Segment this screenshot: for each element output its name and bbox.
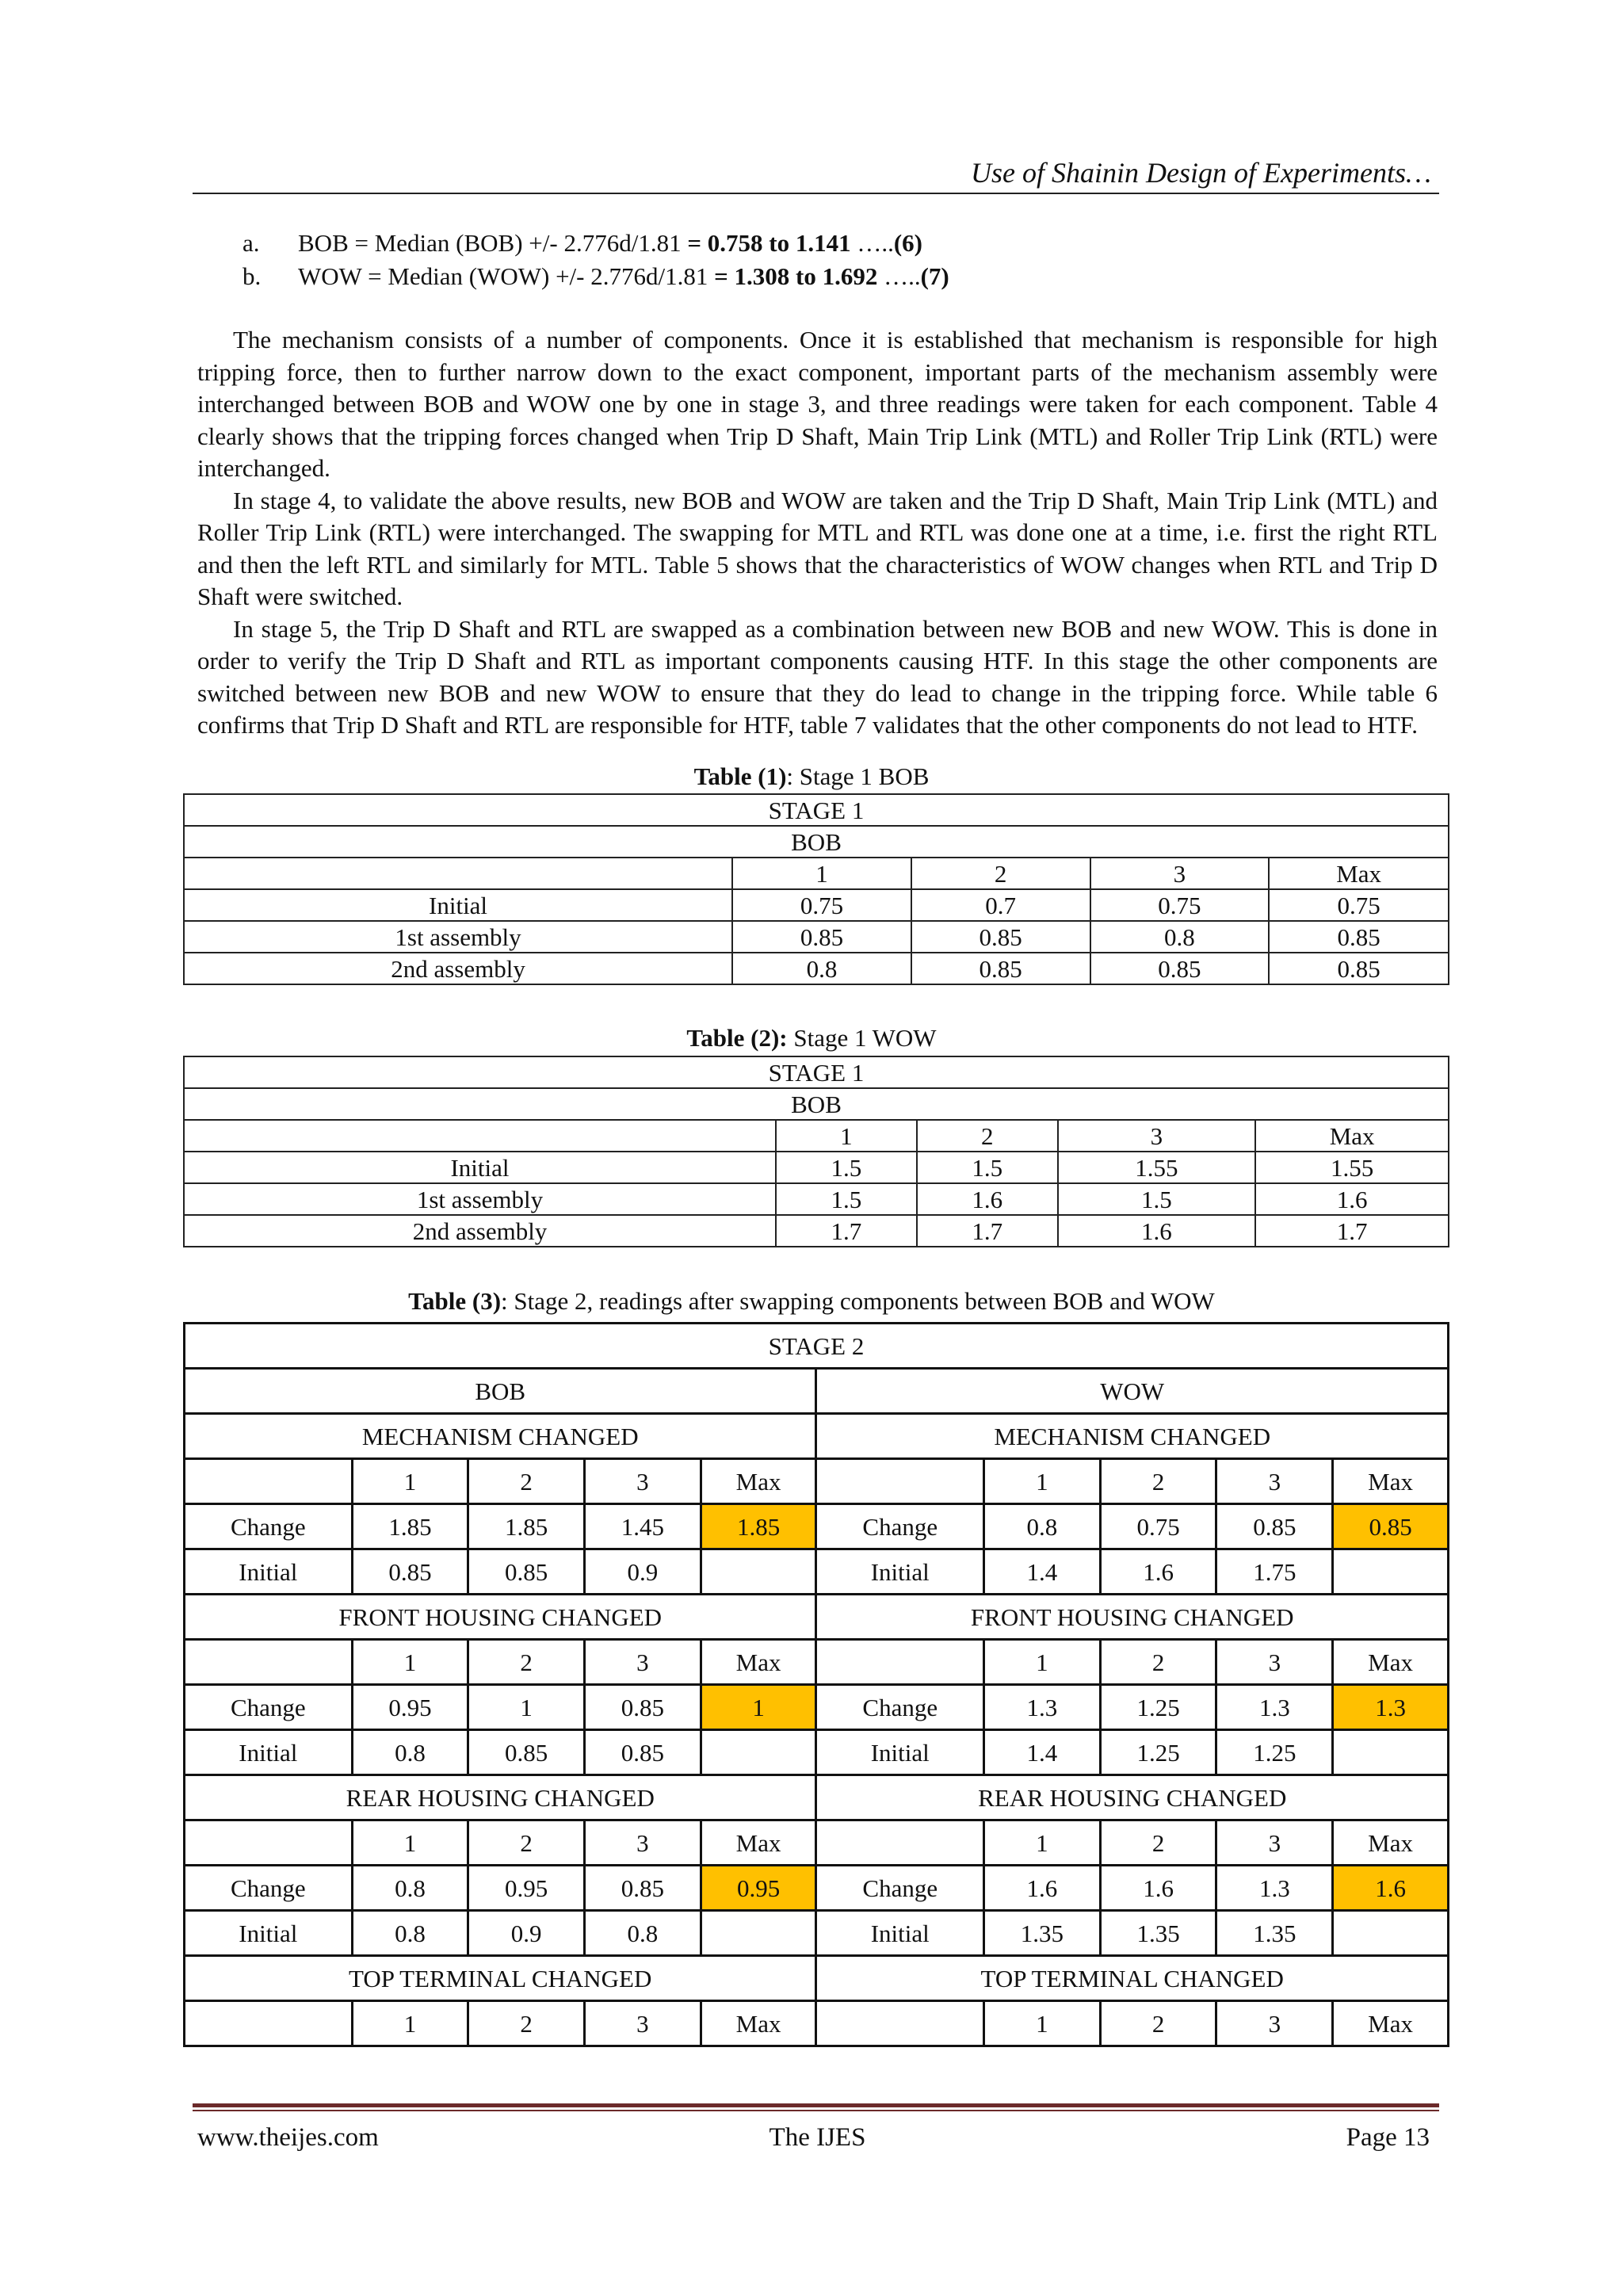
column-header: 1 <box>352 1820 468 1866</box>
bob-group-header: BOB <box>185 1369 816 1414</box>
cell: 0.95 <box>352 1685 468 1730</box>
row-label: Initial <box>816 1911 984 1956</box>
cell: 0.75 <box>1090 889 1270 921</box>
table-row <box>184 953 1449 984</box>
table-row <box>184 1183 1449 1215</box>
table-row <box>184 889 1449 921</box>
table-header-row <box>185 1820 1449 1866</box>
cell: 0.95 <box>468 1866 585 1911</box>
row-label: Initial <box>816 1549 984 1595</box>
column-header: 2 <box>1100 1459 1216 1504</box>
column-header: 2 <box>1100 1640 1216 1685</box>
cell: 0.85 <box>911 953 1090 984</box>
column-header: 1 <box>352 1459 468 1504</box>
cell: 0.85 <box>732 921 911 953</box>
column-header: 2 <box>468 2001 585 2046</box>
empty-cell <box>816 1459 984 1504</box>
cell: 0.8 <box>352 1730 468 1775</box>
table2-caption <box>0 1022 1623 1054</box>
stage-header: STAGE 1 <box>184 1056 1449 1088</box>
column-header: Max <box>1333 1459 1449 1504</box>
bob-section-title: FRONT HOUSING CHANGED <box>185 1595 816 1640</box>
equation-list <box>242 227 949 293</box>
equation-result: = 0.758 to 1.141 <box>687 229 851 257</box>
cell: 1.85 <box>468 1504 585 1549</box>
cell: 0.8 <box>352 1911 468 1956</box>
column-header: Max <box>1333 1640 1449 1685</box>
wow-section-title: MECHANISM CHANGED <box>816 1414 1449 1459</box>
column-header: Max <box>1333 2001 1449 2046</box>
column-header: 3 <box>1216 1820 1333 1866</box>
table3-caption-text: : Stage 2, readings after swapping components between BOB and WOW <box>501 1287 1215 1315</box>
cell: 1.6 <box>1100 1866 1216 1911</box>
stage-header: STAGE 2 <box>185 1324 1449 1369</box>
header-rule <box>193 193 1439 194</box>
equation-text: WOW = Median (WOW) +/- 2.776d/1.81 <box>298 262 715 290</box>
body-text <box>197 324 1438 742</box>
table-row <box>185 1911 1449 1956</box>
column-header: 2 <box>468 1459 585 1504</box>
equation-number: (6) <box>893 229 922 257</box>
cell: 0.85 <box>1216 1504 1333 1549</box>
footer-page-number: Page 13 <box>1346 2123 1430 2152</box>
cell: 0.85 <box>911 921 1090 953</box>
footer-website: www.theijes.com <box>197 2123 379 2152</box>
stage-header: STAGE 1 <box>184 794 1449 826</box>
wow-section-title: FRONT HOUSING CHANGED <box>816 1595 1449 1640</box>
equation-6 <box>242 227 949 260</box>
cell: 0.85 <box>585 1685 701 1730</box>
table3-caption-label: Table (3) <box>408 1287 502 1315</box>
column-header: Max <box>1255 1120 1449 1152</box>
cell: 1 <box>468 1685 585 1730</box>
cell: 1.55 <box>1255 1152 1449 1183</box>
running-head: Use of Shainin Design of Experiments… <box>971 157 1431 189</box>
paragraph: In stage 4, to validate the above results, new BOB and WOW are taken and the Trip D Shaft, Main Trip Link (MTL) and Roller Trip Link (RTL) were interchanged. The swapping for MTL and RTL was done one at a time, i.e. first the right RTL and then the left RTL and similarly for MTL. Table 5 shows that the characteristics of WOW changes when RTL and Trip D Shaft were switched. <box>197 486 1438 610</box>
column-header: 3 <box>585 1459 701 1504</box>
cell: 0.9 <box>468 1911 585 1956</box>
cell: 0.85 <box>1090 953 1270 984</box>
table-row <box>184 1215 1449 1247</box>
cell: 1.5 <box>1058 1183 1256 1215</box>
cell: 1.6 <box>917 1183 1058 1215</box>
empty-cell <box>184 858 732 889</box>
row-label: 1st assembly <box>184 921 732 953</box>
row-label: Change <box>816 1866 984 1911</box>
cell: 1.6 <box>1255 1183 1449 1215</box>
max-cell: 1.3 <box>1333 1685 1449 1730</box>
max-cell <box>701 1911 816 1956</box>
column-header: 1 <box>732 858 911 889</box>
paragraph: In stage 5, the Trip D Shaft and RTL are swapped as a combination between new BOB and new WOW. This is done in order to verify the Trip D Shaft and RTL as important components causing HTF. In this stage the other components are switched between new BOB and new WOW to ensure that they do lead to change in the tripping force. While table 6 confirms that Trip D Shaft and RTL are responsible for HTF, table 7 validates that the other components do not lead to HTF. <box>197 614 1438 739</box>
cell: 0.75 <box>1100 1504 1216 1549</box>
table-row <box>185 1730 1449 1775</box>
max-cell <box>701 1730 816 1775</box>
cell: 0.85 <box>1269 921 1449 953</box>
table2 <box>183 1056 1449 1247</box>
cell: 0.8 <box>585 1911 701 1956</box>
row-label: Change <box>816 1685 984 1730</box>
table-header-row <box>184 858 1449 889</box>
table1-caption <box>0 761 1623 793</box>
cell: 0.85 <box>468 1549 585 1595</box>
table2-caption-text: Stage 1 WOW <box>787 1024 937 1052</box>
column-header: 1 <box>984 1459 1101 1504</box>
table-row <box>184 1152 1449 1183</box>
equation-result: = 1.308 to 1.692 <box>714 262 878 290</box>
footer-journal: The IJES <box>769 2123 866 2152</box>
group-header: BOB <box>184 1088 1449 1120</box>
cell: 0.7 <box>911 889 1090 921</box>
cell: 1.45 <box>585 1504 701 1549</box>
max-cell <box>1333 1549 1449 1595</box>
paragraph: The mechanism consists of a number of components. Once it is established that mechanism is responsible for high tripping force, then to further narrow down to the exact component, important parts of the mechanism assembly were interchanged between BOB and WOW one by one in stage 3, and three readings were taken for each component. Table 4 clearly shows that the tripping forces changed when Trip D Shaft, Main Trip Link (MTL) and Roller Trip Link (RTL) were interchanged. <box>197 326 1438 482</box>
column-header: 1 <box>352 2001 468 2046</box>
cell: 1.35 <box>1100 1911 1216 1956</box>
equation-dots: ….. <box>877 262 921 290</box>
table-header-row <box>185 1459 1449 1504</box>
cell: 0.85 <box>352 1549 468 1595</box>
table-row <box>185 1504 1449 1549</box>
cell: 1.85 <box>352 1504 468 1549</box>
cell: 1.3 <box>1216 1685 1333 1730</box>
column-header: Max <box>701 1640 816 1685</box>
table3-caption <box>0 1286 1623 1317</box>
row-label: 1st assembly <box>184 1183 776 1215</box>
column-header: 2 <box>468 1640 585 1685</box>
cell: 1.6 <box>1058 1215 1256 1247</box>
max-cell: 1.6 <box>1333 1866 1449 1911</box>
section-header-row <box>185 1956 1449 2001</box>
footer-rule-thin <box>193 2110 1439 2111</box>
section-header-row <box>185 1414 1449 1459</box>
table-row <box>184 921 1449 953</box>
column-header: 3 <box>585 1820 701 1866</box>
row-label: Initial <box>185 1911 353 1956</box>
cell: 1.25 <box>1216 1730 1333 1775</box>
cell: 1.5 <box>776 1152 917 1183</box>
column-header: 1 <box>984 1820 1101 1866</box>
table-row <box>185 1866 1449 1911</box>
equation-7 <box>242 260 949 293</box>
column-header: Max <box>1333 1820 1449 1866</box>
column-header: 3 <box>585 1640 701 1685</box>
cell: 0.8 <box>732 953 911 984</box>
footer-rule <box>193 2103 1439 2107</box>
row-label: Change <box>185 1685 353 1730</box>
column-header: 3 <box>1216 1459 1333 1504</box>
wow-section-title: TOP TERMINAL CHANGED <box>816 1956 1449 2001</box>
cell: 0.8 <box>352 1866 468 1911</box>
max-cell: 1 <box>701 1685 816 1730</box>
table-header-row <box>184 1120 1449 1152</box>
cell: 1.3 <box>984 1685 1101 1730</box>
row-label: Initial <box>184 889 732 921</box>
equation-dots: ….. <box>850 229 894 257</box>
max-cell: 0.85 <box>1333 1504 1449 1549</box>
equation-number: (7) <box>920 262 949 290</box>
row-label: 2nd assembly <box>184 953 732 984</box>
cell: 0.85 <box>585 1866 701 1911</box>
group-header: BOB <box>184 826 1449 858</box>
cell: 0.85 <box>1269 953 1449 984</box>
wow-section-title: REAR HOUSING CHANGED <box>816 1775 1449 1820</box>
column-header: Max <box>701 2001 816 2046</box>
row-label: Initial <box>185 1730 353 1775</box>
section-header-row <box>185 1775 1449 1820</box>
table-row <box>185 1549 1449 1595</box>
max-cell <box>1333 1730 1449 1775</box>
wow-group-header: WOW <box>816 1369 1449 1414</box>
cell: 0.8 <box>984 1504 1101 1549</box>
equation-label: b. <box>242 262 262 290</box>
column-header: 1 <box>984 1640 1101 1685</box>
table-header-row <box>185 1640 1449 1685</box>
max-cell <box>701 1549 816 1595</box>
row-label: Initial <box>816 1730 984 1775</box>
row-label: Initial <box>185 1549 353 1595</box>
cell: 1.6 <box>984 1866 1101 1911</box>
cell: 1.4 <box>984 1549 1101 1595</box>
cell: 1.6 <box>1100 1549 1216 1595</box>
table1-caption-label: Table (1) <box>693 762 787 790</box>
cell: 1.5 <box>776 1183 917 1215</box>
table1 <box>183 793 1449 985</box>
cell: 1.4 <box>984 1730 1101 1775</box>
column-header: 2 <box>468 1820 585 1866</box>
max-cell <box>1333 1911 1449 1956</box>
cell: 0.9 <box>585 1549 701 1595</box>
cell: 1.35 <box>1216 1911 1333 1956</box>
empty-cell <box>816 1820 984 1866</box>
empty-cell <box>185 1640 353 1685</box>
bob-section-title: REAR HOUSING CHANGED <box>185 1775 816 1820</box>
column-header: 3 <box>1058 1120 1256 1152</box>
row-label: Change <box>816 1504 984 1549</box>
column-header: 1 <box>984 2001 1101 2046</box>
column-header: 2 <box>917 1120 1058 1152</box>
empty-cell <box>185 2001 353 2046</box>
cell: 1.3 <box>1216 1866 1333 1911</box>
max-cell: 1.85 <box>701 1504 816 1549</box>
table1-caption-text: : Stage 1 BOB <box>786 762 930 790</box>
column-header: Max <box>701 1820 816 1866</box>
row-label: 2nd assembly <box>184 1215 776 1247</box>
cell: 0.85 <box>585 1730 701 1775</box>
row-label: Initial <box>184 1152 776 1183</box>
table3 <box>183 1322 1449 2047</box>
max-cell: 0.95 <box>701 1866 816 1911</box>
cell: 1.75 <box>1216 1549 1333 1595</box>
equation-text: BOB = Median (BOB) +/- 2.776d/1.81 <box>298 229 688 257</box>
column-header: 3 <box>1216 2001 1333 2046</box>
cell: 1.7 <box>1255 1215 1449 1247</box>
cell: 0.75 <box>732 889 911 921</box>
empty-cell <box>816 2001 984 2046</box>
column-header: 1 <box>776 1120 917 1152</box>
column-header: Max <box>701 1459 816 1504</box>
table-row <box>185 1685 1449 1730</box>
table-header-row <box>185 2001 1449 2046</box>
bob-section-title: MECHANISM CHANGED <box>185 1414 816 1459</box>
column-header: 1 <box>352 1640 468 1685</box>
cell: 1.5 <box>917 1152 1058 1183</box>
empty-cell <box>185 1459 353 1504</box>
empty-cell <box>185 1820 353 1866</box>
cell: 1.7 <box>917 1215 1058 1247</box>
empty-cell <box>184 1120 776 1152</box>
column-header: Max <box>1269 858 1449 889</box>
bob-section-title: TOP TERMINAL CHANGED <box>185 1956 816 2001</box>
cell: 0.8 <box>1090 921 1270 953</box>
cell: 1.25 <box>1100 1730 1216 1775</box>
column-header: 3 <box>585 2001 701 2046</box>
footer <box>197 2118 1438 2157</box>
cell: 1.25 <box>1100 1685 1216 1730</box>
cell: 1.35 <box>984 1911 1101 1956</box>
column-header: 2 <box>911 858 1090 889</box>
table2-caption-label: Table (2): <box>686 1024 788 1052</box>
row-label: Change <box>185 1866 353 1911</box>
cell: 0.85 <box>468 1730 585 1775</box>
column-header: 3 <box>1216 1640 1333 1685</box>
cell: 1.55 <box>1058 1152 1256 1183</box>
empty-cell <box>816 1640 984 1685</box>
cell: 1.7 <box>776 1215 917 1247</box>
column-header: 2 <box>1100 1820 1216 1866</box>
column-header: 2 <box>1100 2001 1216 2046</box>
cell: 0.75 <box>1269 889 1449 921</box>
equation-label: a. <box>242 229 260 257</box>
section-header-row <box>185 1595 1449 1640</box>
row-label: Change <box>185 1504 353 1549</box>
column-header: 3 <box>1090 858 1270 889</box>
